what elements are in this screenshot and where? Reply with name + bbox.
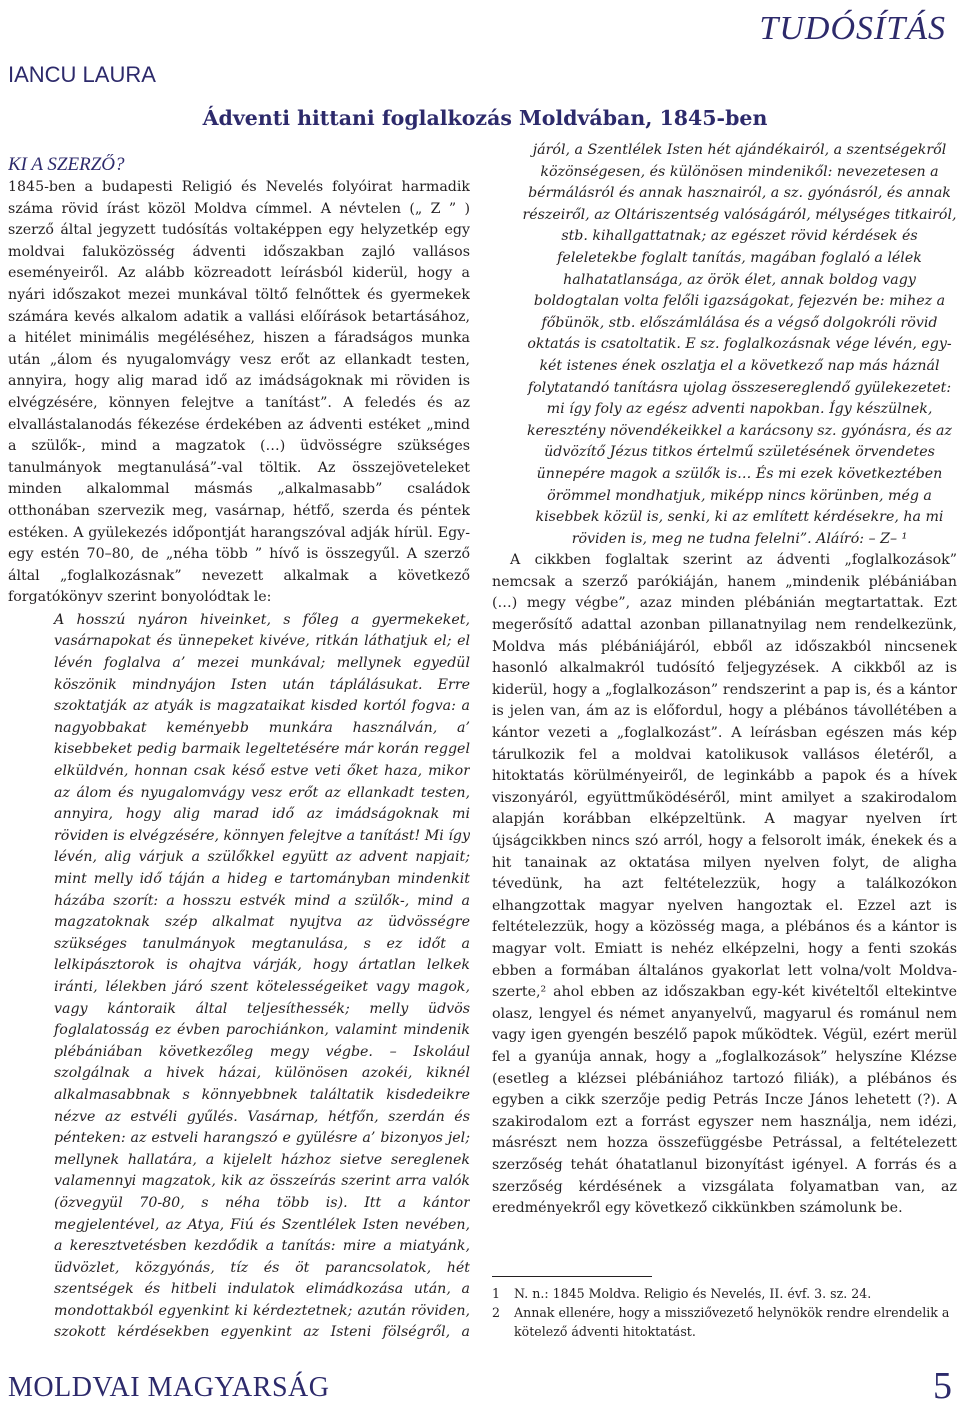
footnote-number: 2 [492,1305,501,1320]
left-column [8,154,470,1342]
section-label: TUDÓSÍTÁS [759,10,946,47]
footnote-text: Annak ellenére, hogy a missziővezető helynökök rendre elrendelik a kötelező ádventi hitoktatást. [514,1305,950,1339]
analysis-paragraph: A cikkben foglaltak szerint az ádventi „foglalkozások” nemcsak a szerző parókiáján, hanem „mindenik plébániában (…) megy végbe”, azaz minden plébánián megtartattak. Ezt megerősítő adattal azonban pillanatnyilag nem rendelkezünk, Moldva más plébániájáról, ebből az időszakból nincsenek hasonló alkalmakról tudósító feljegyzések. A cikkből az is kiderül, hogy a „foglalkozáson” rendszerint a pap is, és a kántor is jelen van, ám az is előfordul, hogy a plébános távollétében a kántor vezeti a „foglalkozást”. A leírásban egészen más kép tárulkozik fel a moldvai katolikusok vallásos életéről, a hitoktatás körülményeiről, de leginkább a papok és a hívek viszonyáról, együttműködéséről, mint amilyet a szakirodalom alapján korábban elképzeltünk. A magyar nyelven írt újságcikkben nincs szó arról, hogy a felsorolt imák, énekek és a hit tanainak az oktatása milyen nyelven folyt, de aligha tévedünk, ha azt feltételezzük, hogy a találkozókon elhangzottak magyar nyelven hangoztak el. Ezzel azt is feltételezzük, hogy a közösség maga, a plébános és a kántor is magyar volt. Emiatt is nehéz elképzelni, hogy a fenti szokás ebben a formában általános gyakorlat lett volna/volt Moldva-szerte,² ahol ebben az időszakban egy-két kivételtől eltekintve olasz, lengyel és német anyanyelvű, magyarul és románul nem vagy igen gyengén beszélő papok működtek. Végül, ezért merül fel a gyanúja annak, hogy a „foglalkozások” helyszíne Klézse (esetleg a klézsei plébániához tartozó filiák), a plébános és egyben a cikk szerzője pedig Petrás Incze János lehetett (?). A szakirodalom ezt a forrást egyszer nem használja, nem idézi, másrészt nem hozza összefüggésbe Petrással, a feltételezett szerzőség tehát óhatatlanul bizonyítást igényel. A forrás és a szerzőség kérdésének a vizsgálata folyamatban van, az eredményekről egy következő cikkünkben számolunk be. [492,552,957,1217]
intro-paragraph: 1845-ben a budapesti Religió és Nevelés folyóirat harmadik száma rövid írást közöl Moldva címmel. A névtelen („ Z ” ) szerző által jegyzett tudósítás voltaképpen egy helyzetkép egy moldvai faluközösség ádventi időszakban zajló vallásos eseményeiről. Az alább közreadott leírásból kiderül, hogy a nyári időszakot mezei munkával töltő felnőttek és gyermekek számára kevés alkalom adatik a vallási előírások betartásához, a hitélet minimális megéléséhez, hiszen a fáradságos munka után „álom és nyugalomvágy vesz erőt az ellankadt testen, annyira, hogy alig marad idő az imádságoknak mi röviden is elvégzésére, könnyen felejtve a tanítást”. A feledés és az elvallástalanodás fékezése érdekében az ádventi estéket „mind a szülők-, mind a magzatok (…) üdvösségre szükséges tanulmányok megtanulásá”-val töltik. Az összejöveteleket minden alkalommal másmás „alkalmasabb” családok otthonában szervezik meg, vasárnap, hétfő, szerda és péntek estéken. A gyülekezés időpontját harangszóval adják hírül. Egy-egy estén 70–80, de „néha több ” hívő is összegyűl. A szerző által „foglalkozásnak” nevezett alkalmak a következő forgatókönyv szerint bonyolódtak le: [8,179,470,606]
footnotes [492,1284,957,1341]
right-column [492,140,957,1260]
author-name: IANCU LAURA [8,62,156,87]
article-title: Ádventi hittani foglalkozás Moldvában, 1845-ben [202,106,768,130]
page-number: 5 [933,1365,952,1407]
footnote-item [492,1284,957,1303]
quoted-source-text: A hosszú nyáron hiveinket, s főleg a gyermekeket, vasárnapokat és ünnepeket kivéve, ritkán láthatjuk el; el lévén foglalva a’ mezei munkával; mellynek egyedül köszönik mindnyájon Isten után táplálásukat. Erre szoktatják az atyák is magzataikat kisded kortól fogva: a nagyobbakat keményebb munkára használván, a’ kisebbeket pedig barmaik legeltetésére már korán reggel elküldvén, honnan csak késő estve veti őket haza, mikor az álom és nyugalomvágy vesz erőt az ellankadt testen, annyira, hogy alig marad idő az imádságoknak mi röviden is elvégzésére, könnyen felejtve a tanítást! Mi így lévén, alig várjuk a szülőkkel együtt az advent napjait; mint melly idő táján a hideg e tartományban mindenkit házába szorít: a hosszu estvék mind a szülők-, mind a magzatoknak szép alkalmat nyujtva az üdvösségre szükséges tanulmányok megtanulása, s ez időt a lelkipásztorok is ohajtva várják, hogy ártatlan lelkek iránti, lélekben járó szent kötelességeiket vagy magok, vagy kántoraik által teljesíthessék; melly üdvös foglalatosság ez évben parochiánkon, valamint mindenik plébániában következőleg megy végbe. – Iskolául szolgálnak a hivek házai, különösen azokéi, kiknél alkalmasabbnak s könnyebbnek találtatik kisdedeikre nézve az estvéli gyűlés. Vasárnap, hétfőn, szerdán és pénteken: az estveli harangszó e gyülésre a’ bizonyos jel; mellynek hallatára, a kijelelt házhoz sietve sereglenek valamennyi magzatok, kik az összeírás szerint arra valók (özvegyül 70-80, s néha több is). Itt a kántor megjelentével, az Atya, Fiú és Szentlélek Isten nevében, a keresztvetésben kezdődik a tanítás: mire a miatyánk, üdvözlet, közgyónás, tíz és öt parancsolatok, hét szentségek és hitbeli indulatok elimádkozása után, a mondottakból egyenkint ki kérdeztetnek; azután röviden, szokott kérdésekben egyenkint az Isteni fölségről, a [54,611,470,1341]
quoted-source-continuation: járól, a Szentlélek Isten hét ajándékairól, a szentségekről közönségesen, és különösen mindenikől: nevezetesen a bérmálásról és annak hasznairól, a sz. gyónásról, és annak részeiről, az Oltáriszentség valóságáról, mélységes titkairól, stb. kihallgattatnak; az egészet rövid kérdések és feleletekbe foglalt tanítás, magában foglaló a lélek halhatatlansága, az örök élet, annak boldog vagy boldogtalan volta felőli igazságokat, fejezvén be: mihez a főbünök, stb. előszámlálása és a végső dolgokróli rövid oktatás is csatoltatik. E sz. foglalkozásnak vége lévén, egy-két istenes ének oszlatja el a következő nap más háznál folytatandó tanításra ujolag összesereglendő gyülekezetet: mi így foly az egész adventi napokban. Így készülnek, keresztény növendékeikkel a karácsony sz. gyónásra, és az üdvözítő Jézus titkos értelmű születésének örvendetes ünnepére magok a szülők is… És mi ezek következtében örömmel mondhatjuk, miképp nincs körünben, még a kisebbek közül is, senki, ki az említett kérdésekre, ha mi röviden is, meg ne tudna felelni”. Aláíró: – Z– ¹ [522,142,957,547]
footnote-item [492,1303,957,1341]
magazine-name: MOLDVAI MAGYARSÁG [8,1372,330,1403]
footnote-divider [492,1276,652,1277]
about-author-heading: KI A SZERZŐ? [8,154,125,175]
footnote-number: 1 [492,1286,501,1301]
footnote-text: N. n.: 1845 Moldva. Religio és Nevelés, II. évf. 3. sz. 24. [514,1286,872,1301]
